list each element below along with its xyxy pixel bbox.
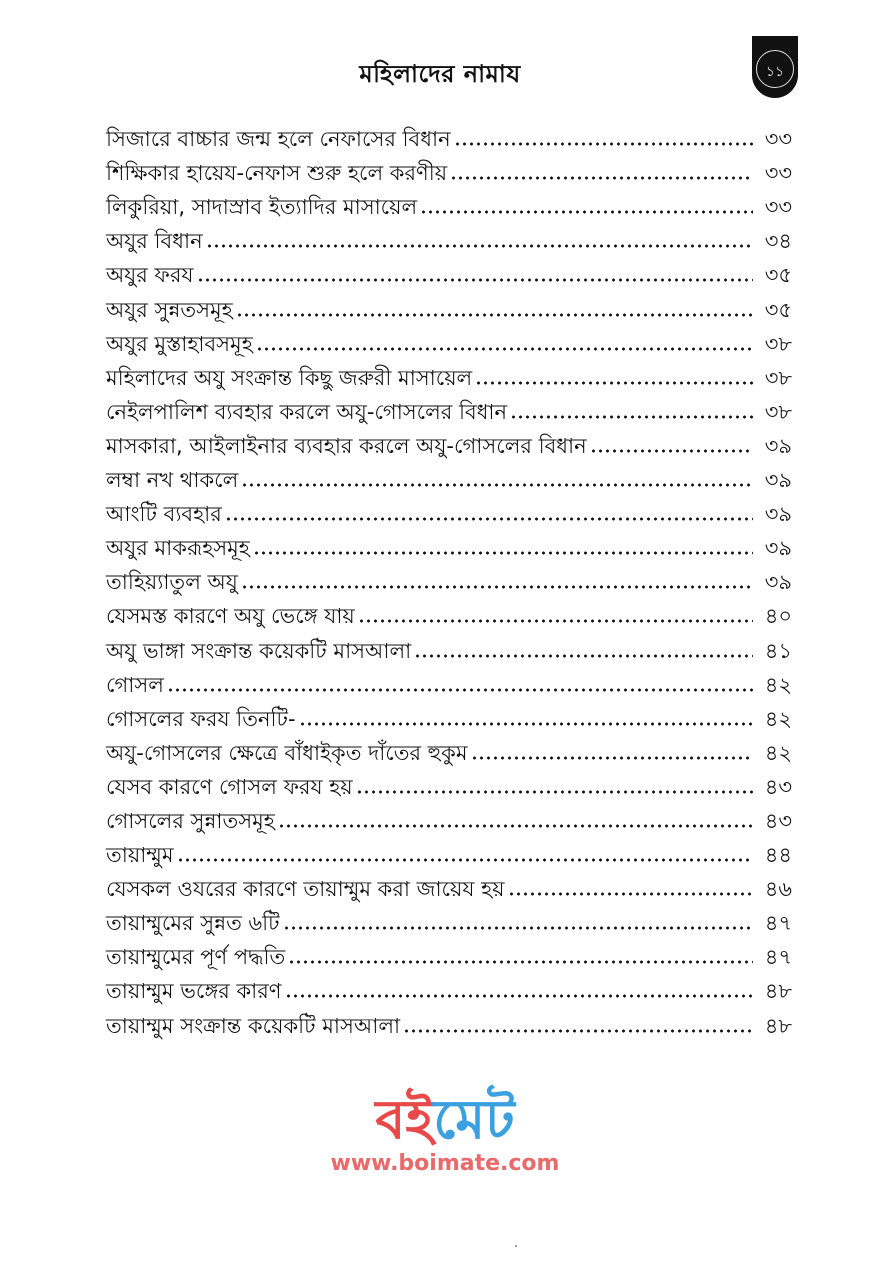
dot-leader: [197, 271, 753, 283]
dot-leader: [283, 919, 753, 931]
toc-entry-title: যেসব কারণে গোসল ফরয হয়: [106, 774, 353, 799]
toc-entry-page: ৩৯: [764, 468, 792, 493]
toc-entry-page: ৪০: [764, 604, 792, 629]
toc-entry-page: ৪৩: [764, 808, 792, 833]
toc-entry-title: সিজারে বাচ্চার জন্ম হলে নেফাসের বিধান: [106, 127, 451, 152]
toc-entry: [106, 120, 792, 154]
toc-entry: [106, 427, 792, 461]
dot-leader: [510, 408, 753, 420]
dot-leader: [285, 987, 753, 999]
page-number-badge: [752, 36, 798, 98]
toc-entry-title: তায়াম্মুম সংক্রান্ত কয়েকটি মাসআলা: [106, 1013, 401, 1038]
toc-entry-page: ৪৪: [764, 843, 792, 868]
toc-entry: [106, 597, 792, 631]
toc-entry: [106, 495, 792, 529]
dot-leader: [206, 237, 753, 249]
toc-entry-title: মাসকারা, আইলাইনার ব্যবহার করলে অযু-গোসলের বিধান: [106, 433, 587, 458]
toc-entry-title: আংটি ব্যবহার: [106, 502, 222, 527]
toc-entry: [106, 256, 792, 290]
dot-leader: [454, 135, 753, 147]
toc-entry: [106, 938, 792, 972]
dot-leader: [288, 953, 753, 965]
dot-leader: [508, 885, 753, 897]
dot-leader: [299, 715, 753, 727]
toc-entry: [106, 972, 792, 1006]
toc-entry-page: ৪২: [764, 740, 792, 765]
dot-leader: [356, 783, 753, 795]
toc-entry: [106, 393, 792, 427]
toc-entry: [106, 325, 792, 359]
toc-entry-page: ৩৮: [764, 365, 792, 390]
toc-entry-title: তায়াম্মুমের সুন্নত ৬টি: [106, 911, 280, 936]
dot-leader: [475, 374, 753, 386]
dot-leader: [590, 442, 753, 454]
toc-entry-title: মহিলাদের অযু সংক্রান্ত কিছু জরুরী মাসায়েল: [106, 365, 473, 390]
toc-entry-page: ৩৫: [764, 297, 792, 322]
toc-entry-page: ৪৭: [764, 945, 792, 970]
toc-entry-page: ৪৭: [764, 911, 792, 936]
running-header-title: মহিলাদের নামায: [359, 60, 521, 88]
toc-entry-page: ৩৫: [764, 263, 792, 288]
toc-entry-page: ৪৮: [764, 979, 792, 1004]
toc-entry: [106, 222, 792, 256]
toc-entry-title: তাহিয়্যাতুল অযু: [106, 570, 238, 595]
toc-entry-title: গোসলের সুন্নাতসমূহ: [106, 808, 275, 833]
toc-entry: [106, 631, 792, 665]
scan-speck: [515, 1245, 517, 1247]
dot-leader: [241, 476, 753, 488]
toc-entry: [106, 802, 792, 836]
watermark-logo-part2: মেট: [433, 1088, 515, 1151]
toc-entry: [106, 359, 792, 393]
dot-leader: [403, 1022, 753, 1034]
toc-entry-title: লম্বা নখ থাকলে: [106, 468, 239, 493]
toc-entry: [106, 1006, 792, 1040]
dot-leader: [471, 749, 754, 761]
dot-leader: [420, 203, 753, 215]
toc-entry-page: ৪৩: [764, 774, 792, 799]
toc-entry-page: ৩৩: [764, 127, 792, 152]
toc-entry: [106, 700, 792, 734]
toc-entry-title: যেসকল ওযরের কারণে তায়াম্মুম করা জায়েয হয়: [106, 877, 505, 902]
page-number: ১১: [765, 64, 785, 80]
toc-entry-title: গোসল: [106, 672, 164, 697]
toc-entry-page: ৪২: [764, 672, 792, 697]
toc-entry-page: ৪২: [764, 706, 792, 731]
toc-entry-title: অযুর ফরয: [106, 263, 194, 288]
toc-entry: [106, 870, 792, 904]
dot-leader: [177, 851, 753, 863]
toc-entry-title: যেসমস্ত কারণে অযু ভেঙ্গে যায়: [106, 604, 355, 629]
toc-entry-page: ৩৩: [764, 161, 792, 186]
toc-entry: [106, 563, 792, 597]
dot-leader: [450, 169, 753, 181]
toc-entry-title: অযু ভাঙ্গা সংক্রান্ত কয়েকটি মাসআলা: [106, 638, 412, 663]
toc-entry: [106, 154, 792, 188]
toc-entry-title: তায়াম্মুম: [106, 843, 174, 868]
toc-entry: [106, 461, 792, 495]
dot-leader: [358, 612, 753, 624]
dot-leader: [236, 306, 753, 318]
watermark: [305, 1090, 585, 1178]
toc-entry-page: ৩৯: [764, 502, 792, 527]
toc-entry: [106, 188, 792, 222]
toc-entry-page: ৩৪: [764, 229, 792, 254]
toc-entry-title: তায়াম্মুম ভঙ্গের কারণ: [106, 979, 282, 1004]
toc-entry-title: শিক্ষিকার হায়েয-নেফাস শুরু হলে করণীয়: [106, 161, 448, 186]
toc-entry-title: তায়াম্মুমের পূর্ণ পদ্ধতি: [106, 945, 286, 970]
toc-entry-page: ৩৮: [764, 331, 792, 356]
dot-leader: [256, 340, 753, 352]
toc-entry-title: লিকুরিয়া, সাদাস্রাব ইত্যাদির মাসায়েল: [106, 195, 418, 220]
dot-leader: [253, 544, 753, 556]
watermark-logo: [305, 1090, 585, 1150]
dot-leader: [167, 681, 753, 693]
dot-leader: [241, 578, 753, 590]
watermark-logo-part1: বই: [375, 1088, 434, 1151]
toc-entry-page: ৩৮: [764, 399, 792, 424]
toc-entry: [106, 734, 792, 768]
toc-entry-page: ৪৬: [764, 877, 792, 902]
toc-entry: [106, 768, 792, 802]
toc-entry-page: ৩৩: [764, 195, 792, 220]
toc-entry-title: অযু-গোসলের ক্ষেত্রে বাঁধাইকৃত দাঁতের হুকুম: [106, 740, 468, 765]
toc-entry-title: গোসলের ফরয তিনটি-: [106, 706, 296, 731]
toc-entry: [106, 290, 792, 324]
toc-entry-page: ৪৮: [764, 1013, 792, 1038]
watermark-url: www.boimate.com: [330, 1151, 560, 1176]
toc-entry-title: অযুর মাকরূহসমূহ: [106, 536, 250, 561]
table-of-contents: [106, 120, 792, 1041]
toc-entry: [106, 529, 792, 563]
toc-entry-page: ৩৯: [764, 536, 792, 561]
dot-leader: [414, 647, 753, 659]
toc-entry-title: অযুর মুস্তাহাবসমূহ: [106, 331, 253, 356]
toc-entry-title: নেইলপালিশ ব্যবহার করলে অযু-গোসলের বিধান: [106, 399, 508, 424]
toc-entry: [106, 904, 792, 938]
toc-entry: [106, 836, 792, 870]
toc-entry-title: অযুর বিধান: [106, 229, 203, 254]
toc-entry-page: ৩৯: [764, 433, 792, 458]
dot-leader: [278, 817, 753, 829]
toc-entry-page: ৪১: [764, 638, 792, 663]
toc-entry-title: অযুর সুন্নতসমূহ: [106, 297, 233, 322]
toc-entry-page: ৩৯: [764, 570, 792, 595]
toc-entry: [106, 666, 792, 700]
dot-leader: [225, 510, 753, 522]
